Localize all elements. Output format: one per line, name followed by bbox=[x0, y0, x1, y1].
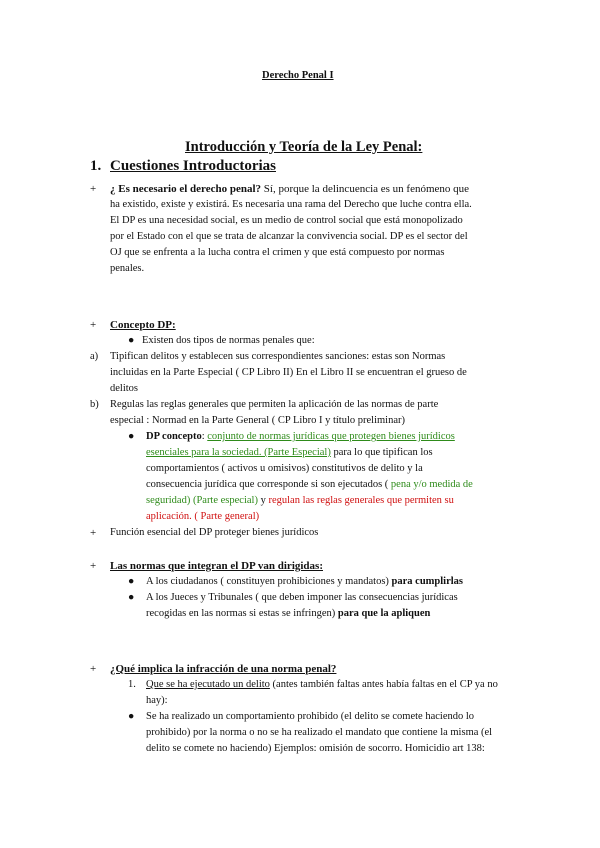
numbered-marker-1: 1. bbox=[128, 679, 136, 690]
dp-concepto-line6: aplicación. ( Parte general) bbox=[146, 511, 260, 522]
plus-bullet: + bbox=[90, 560, 97, 572]
dp-concepto-green-1: conjunto de normas jurídicas que protegen bienes jurídicos bbox=[207, 431, 455, 442]
dot-bullet: ● bbox=[128, 431, 135, 442]
document-title: Derecho Penal I bbox=[262, 70, 334, 81]
concepto-bullet-text: Existen dos tipos de normas penales que: bbox=[142, 335, 315, 346]
main-heading: Introducción y Teoría de la Ley Penal: bbox=[185, 139, 423, 155]
dp-concepto-colon: : bbox=[201, 431, 208, 442]
plus-bullet: + bbox=[90, 183, 97, 195]
q1-line2: ha existido, existe y existirá. Es necesaria una rama del Derecho que luche contra ella. bbox=[110, 199, 472, 210]
q1-line3: El DP es una necesidad social, es un medio de control social que está monopolizado bbox=[110, 215, 463, 226]
infraccion-item1-underlined: Que se ha ejecutado un delito bbox=[146, 679, 270, 690]
dot-bullet: ● bbox=[128, 711, 135, 722]
dp-concepto-green-2: esenciales para la sociedad. (Parte Especial) bbox=[146, 447, 331, 458]
infraccion-heading: ¿Qué implica la infracción de una norma penal? bbox=[110, 663, 337, 675]
q1-line6: penales. bbox=[110, 263, 145, 274]
normas-item2-line2 bbox=[146, 606, 430, 622]
plus-bullet: + bbox=[90, 527, 97, 539]
infraccion-item1-line1 bbox=[146, 677, 498, 693]
dp-concepto-l2-rest: para lo que tipifican los bbox=[330, 447, 433, 458]
infraccion-item2-line1: Se ha realizado un comportamiento prohibido (el delito se comete haciendo lo bbox=[146, 711, 475, 722]
normas-item2-bold: para que la apliquen bbox=[335, 608, 431, 619]
concepto-a-line2: incluidas en la Parte Especial ( CP Libro II) En el Libro II se encuentran el grueso de bbox=[110, 367, 467, 378]
concepto-a-line1: Tipifican delitos y establecen sus correspondientes sanciones: estas son Normas bbox=[110, 351, 446, 362]
dp-concepto-l5-y: y bbox=[257, 495, 269, 506]
dp-concepto-l5-green: seguridad) (Parte especial) bbox=[146, 495, 258, 506]
concepto-heading: Concepto DP: bbox=[110, 319, 176, 331]
normas-item1 bbox=[146, 574, 463, 590]
q1-line5: OJ que se enfrenta a la lucha contra el crimen y que está compuesto por normas bbox=[110, 247, 445, 258]
q1-line1 bbox=[110, 181, 469, 197]
dp-concepto-l4-black: consecuencia jurídica que corresponde si son ejecutados ( bbox=[146, 479, 389, 490]
dp-concepto-label: DP concepto bbox=[146, 431, 202, 442]
dp-concepto-l4-green: pena y/o medida de bbox=[388, 479, 473, 490]
normas-heading: Las normas que integran el DP van dirigidas: bbox=[110, 560, 323, 572]
dot-bullet: ● bbox=[128, 576, 135, 587]
plus-bullet: + bbox=[90, 319, 97, 331]
concepto-a-line3: delitos bbox=[110, 383, 138, 394]
q1-answer-start: Sí, porque la delincuencia es un fenómeno que bbox=[261, 183, 470, 195]
list-marker-b: b) bbox=[90, 399, 99, 410]
section-number: 1. bbox=[90, 158, 102, 174]
normas-item2-line1: A los Jueces y Tribunales ( que deben imponer las consecuencias jurídicas bbox=[146, 592, 458, 603]
dp-concepto-line5 bbox=[146, 493, 454, 509]
section-title: Cuestiones Introductorias bbox=[110, 158, 276, 174]
dp-concepto-l5-red: regulan las reglas generales que permiten su bbox=[268, 495, 454, 506]
normas-item2-text: recogidas en las normas si estas se infringen) bbox=[146, 608, 336, 619]
q1-question: ¿ Es necesario el derecho penal? bbox=[110, 183, 262, 195]
dp-concepto-line2 bbox=[146, 445, 433, 461]
dot-bullet: ● bbox=[128, 335, 135, 346]
infraccion-item1-line2: hay): bbox=[146, 695, 168, 706]
dp-concepto-line4 bbox=[146, 477, 473, 493]
infraccion-item1-rest: (antes también faltas antes había faltas en el CP ya no bbox=[269, 679, 498, 690]
funcion-esencial: Función esencial del DP proteger bienes jurídicos bbox=[110, 527, 319, 538]
dot-bullet: ● bbox=[128, 592, 135, 603]
concepto-b-line1: Regulas las reglas generales que permiten la aplicación de las normas de parte bbox=[110, 399, 439, 410]
normas-item1-bold: para cumplirlas bbox=[388, 576, 464, 587]
concepto-b-line2: especial : Normad en la Parte General ( CP Libro I y título preliminar) bbox=[110, 415, 405, 426]
infraccion-item2-line2: prohibido) por la norma o no se ha realizado el mandato que contiene la misma (el bbox=[146, 727, 493, 738]
dp-concepto-line3: comportamientos ( activos u omisivos) constitutivos de delito y la bbox=[146, 463, 423, 474]
dp-concepto-line1 bbox=[146, 429, 455, 445]
list-marker-a: a) bbox=[90, 351, 99, 362]
normas-item1-text: A los ciudadanos ( constituyen prohibiciones y mandatos) bbox=[146, 576, 389, 587]
plus-bullet: + bbox=[90, 663, 97, 675]
q1-line4: por el Estado con el que se trata de alcanzar la convivencia social. DP es el sector del bbox=[110, 231, 468, 242]
infraccion-item2-line3: delito se comete no haciendo) Ejemplos: omisión de socorro. Homicidio art 138: bbox=[146, 743, 485, 754]
